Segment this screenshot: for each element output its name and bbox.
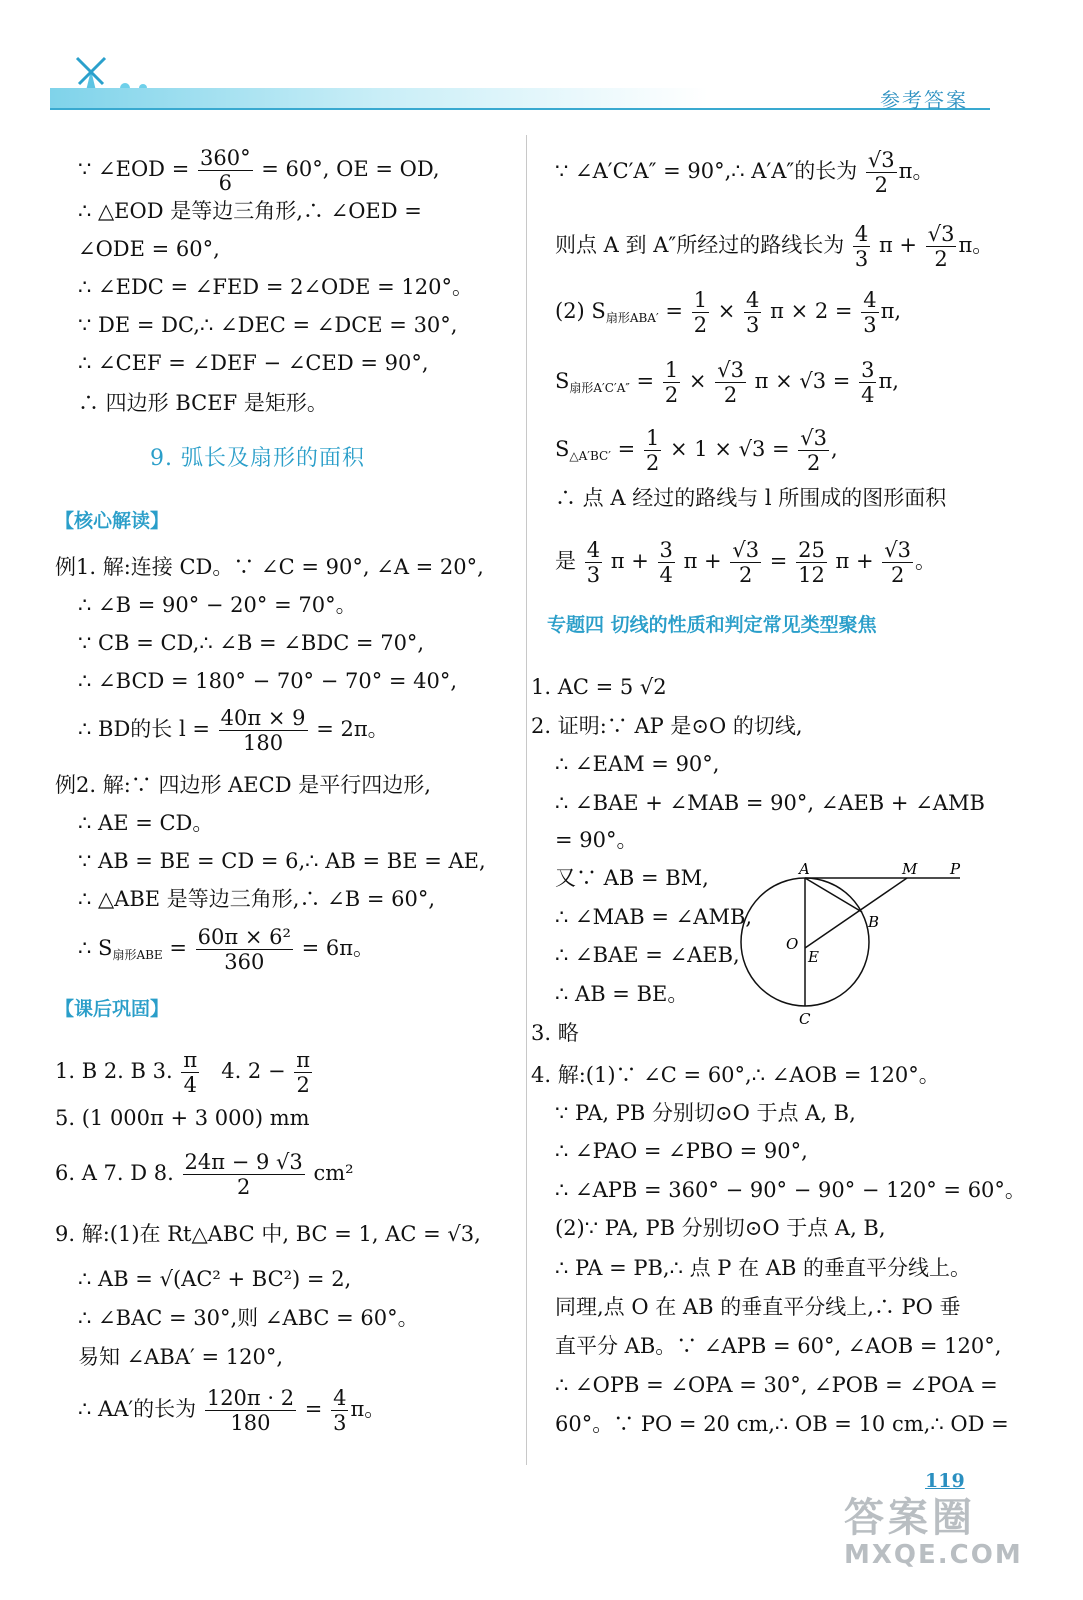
example1-line-5: ∴ BD的长 l = $\frac{40\pi \times 9}{180}$ = 2π。	[78, 706, 389, 755]
q4-line-2: ∵ PA, PB 分别切⊙O 于点 A, B,	[555, 1101, 856, 1125]
example1-line-1: 例1. 解:连接 CD。∵ ∠C = 90°, ∠A = 20°,	[55, 555, 484, 579]
left-line-2: ∴ △EOD 是等边三角形,∴ ∠OED =	[78, 199, 422, 223]
watermark	[838, 1490, 1068, 1590]
tangent-circle-diagram	[735, 860, 970, 1030]
header-title: 参考答案	[880, 88, 968, 112]
point-a-label: A	[799, 860, 810, 878]
q4-line-9: ∴ ∠OPB = ∠OPA = 30°, ∠POB = ∠POA =	[555, 1373, 998, 1397]
q4-line-8: 直平分 AB。∵ ∠APB = 60°, ∠AOB = 120°,	[555, 1334, 1002, 1358]
q4-line-6: ∴ PA = PB,∴ 点 P 在 AB 的垂直平分线上。	[555, 1256, 972, 1280]
left-line-7: ∴ 四边形 BCEF 是矩形。	[78, 391, 328, 415]
point-b-label: B	[868, 913, 880, 931]
proof-line-3: ∴ ∠BAE + ∠MAB = 90°, ∠AEB + ∠AMB	[555, 791, 985, 815]
point-m-label: M	[902, 860, 918, 878]
right-line-6: ∴ 点 A 经过的路线与 l 所围成的图形面积	[555, 486, 947, 510]
section-title: 9. 弧长及扇形的面积	[150, 446, 365, 471]
right-line-3: (2) $S_{扇形ABA'}$ = $\frac{1}{2}$ × $\frac{4}{3}$ π × 2 = $\frac{4}{3}$ π,	[555, 288, 902, 337]
q4-line-4: ∴ ∠APB = 360° − 90° − 90° − 120° = 60°。	[555, 1178, 1026, 1202]
example2-line-4: ∴ △ABE 是等边三角形,∴ ∠B = 60°,	[78, 887, 436, 911]
proof-line-4: = 90°。	[555, 828, 638, 852]
core-reading-label: 【核心解读】	[55, 510, 170, 532]
right-line-2: 则点 A 到 A″所经过的路线长为 $\frac{4}{3}$ π + $\frac{√3}{2}$ π。	[555, 222, 994, 271]
topic-answer-1: 1. AC = 5 √2	[531, 675, 667, 699]
left-line-4: ∴ ∠EDC = ∠FED = 2∠ODE = 120°。	[78, 275, 473, 299]
answers-1-4: 1. B 2. B 3. $\frac{\pi}{4}$ 4. 2 − $\frac{\pi}{2}$	[55, 1048, 311, 1097]
answers-6-8: 6. A 7. D 8. $\frac{24\pi - 9 √3}{2}$ cm²	[55, 1150, 354, 1199]
chord-ab	[805, 878, 862, 912]
left-line-5: ∵ DE = DC,∴ ∠DEC = ∠DCE = 30°,	[78, 313, 458, 337]
example2-line-2: ∴ AE = CD。	[78, 811, 214, 835]
right-line-5: $S_{\triangle A'BC'}$ = $\frac{1}{2}$ × 1 × √3 = $\frac{√3}{2}$ ,	[555, 426, 838, 475]
q9-line-1: 9. 解:(1)在 Rt△ABC 中, BC = 1, AC = √3,	[55, 1222, 481, 1246]
proof-line-6: ∴ ∠MAB = ∠AMB,	[555, 905, 753, 929]
answer-5: 5. (1 000π + 3 000) mm	[55, 1106, 310, 1130]
watermark-top-text: 答案圈	[844, 1495, 976, 1541]
example2-line-5: ∴ $S_{扇形ABE}$ = $\frac{\text{60π × 6²}}{360}$ = 6π。	[78, 925, 375, 974]
watermark-bottom-text: MXQE.COM	[844, 1540, 1023, 1570]
proof-line-1: 2. 证明:∵ AP 是⊙O 的切线,	[531, 714, 803, 738]
point-p-label: P	[950, 860, 961, 878]
q4-line-10: 60°。∵ PO = 20 cm,∴ OB = 10 cm,∴ OD =	[555, 1412, 1009, 1436]
point-e-label: E	[808, 948, 819, 966]
example2-line-3: ∵ AB = BE = CD = 6,∴ AB = BE = AE,	[78, 849, 486, 873]
page-number: 119	[925, 1470, 965, 1492]
left-line-1: ∵ ∠EOD = $\frac{360^\circ}{6}$ = 60°, OE = OD,	[78, 146, 440, 195]
example1-line-2: ∴ ∠B = 90° − 20° = 70°。	[78, 593, 357, 617]
topic-title: 专题四 切线的性质和判定常见类型聚焦	[547, 614, 877, 636]
q4-line-3: ∴ ∠PAO = ∠PBO = 90°,	[555, 1139, 808, 1163]
q4-line-1: 4. 解:(1)∵ ∠C = 60°,∴ ∠AOB = 120°。	[531, 1063, 940, 1087]
q9-line-3: ∴ ∠BAC = 30°,则 ∠ABC = 60°。	[78, 1306, 419, 1330]
point-c-label: C	[799, 1010, 811, 1028]
left-line-6: ∴ ∠CEF = ∠DEF − ∠CED = 90°,	[78, 351, 429, 375]
example1-line-4: ∴ ∠BCD = 180° − 70° − 70° = 40°,	[78, 669, 458, 693]
topic-answer-3: 3. 略	[531, 1021, 579, 1045]
q9-line-5: ∴ AA′的长为 $\frac{120\pi \cdot 2}{180}$ = $\frac{4}{3}$ π。	[78, 1386, 386, 1435]
left-line-3: ∠ODE = 60°,	[78, 237, 220, 261]
right-line-4: $S_{扇形A'C'A''}$ = $\frac{1}{2}$ × $\frac{√3}{2}$ π × √3 = $\frac{3}{4}$ π,	[555, 358, 899, 407]
proof-line-2: ∴ ∠EAM = 90°,	[555, 752, 720, 776]
column-divider	[526, 135, 527, 1465]
point-o-label: O	[786, 935, 799, 953]
q4-line-5: (2)∵ PA, PB 分别切⊙O 于点 A, B,	[555, 1216, 886, 1240]
segment-me	[805, 878, 907, 948]
proof-line-5: 又∵ AB = BM,	[555, 866, 709, 890]
proof-line-8: ∴ AB = BE。	[555, 982, 689, 1006]
q9-line-2: ∴ AB = √(AC² + BC²) = 2,	[78, 1267, 352, 1291]
q9-line-4: 易知 ∠ABA′ = 120°,	[78, 1345, 284, 1369]
right-line-1: ∵ ∠A′C′A″ = 90°,∴ A′A″的长为 $\frac{√3}{2}$ π。	[555, 148, 934, 197]
proof-line-7: ∴ ∠BAE = ∠AEB,	[555, 943, 740, 967]
right-line-7: 是 $\frac{4}{3}$ π + $\frac{3}{4}$ π + $\frac{√3}{2}$ = $\frac{25}{12}$ π + $\frac{√3}{2}$ 。	[555, 538, 937, 587]
example1-line-3: ∵ CB = CD,∴ ∠B = ∠BDC = 70°,	[78, 631, 425, 655]
after-class-label: 【课后巩固】	[55, 998, 170, 1020]
example2-line-1: 例2. 解:∵ 四边形 AECD 是平行四边形,	[55, 773, 431, 797]
page-header	[0, 0, 1083, 120]
q4-line-7: 同理,点 O 在 AB 的垂直平分线上,∴ PO 垂	[555, 1295, 961, 1319]
